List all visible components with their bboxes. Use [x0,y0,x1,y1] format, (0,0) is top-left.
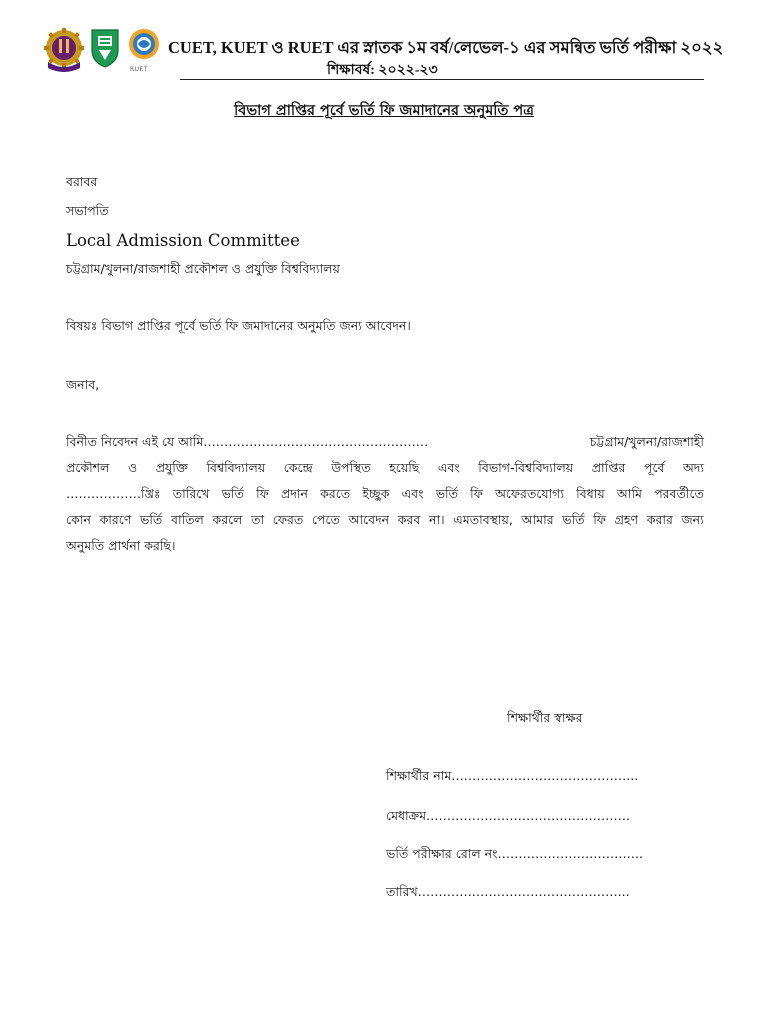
roll-number-field: ভর্তি পরীক্ষার রোল নং…………………………….. [386,846,643,861]
word: আবেদন [348,512,390,527]
kuet-logo-icon [90,28,120,68]
word: হয়েছি [389,460,420,475]
word: ভর্তি [435,486,458,501]
word: করার [646,512,673,527]
word: না। [429,512,445,527]
body-line-4 [66,507,704,533]
word: প্রাপ্তির [591,460,626,475]
word: আমি [616,486,642,501]
word: প্রদান [280,486,308,501]
ruet-logo-text: RUET [130,66,149,73]
word: ভর্তি [562,512,585,527]
to-label: বরাবর [66,174,98,189]
word: ইচ্ছুক [362,486,390,501]
recipient-institution: চট্টগ্রাম/খুলনা/রাজশাহী প্রকৌশল ও প্রযুক্তি বিশ্ববিদ্যালয় [66,261,340,276]
date-field: তারিখ…………………………………………... [386,884,630,899]
word: কেন্দ্রে [283,460,313,475]
word: তারিখে [172,486,210,501]
exam-title: CUET, KUET ও RUET এর স্নাতক ১ম বর্ষ/লেভেল-১ এর সমন্বিত ভর্তি পরীক্ষা ২০২২ [168,38,724,57]
body-paragraph [66,429,704,559]
student-name-field: শিক্ষার্থীর নাম……………………………………... [386,768,639,783]
word: ভর্তি [221,486,244,501]
word: পরবর্তীতে [654,486,704,501]
subject-line: বিষয়ঃ বিভাগ প্রাপ্তির পূর্বে ভর্তি ফি জমাদানের অনুমতি জন্য আবেদন। [66,318,411,333]
word: গ্রহণ [614,512,639,527]
word: পেতে [311,512,340,527]
document-title [0,100,768,124]
recipient-title: সভাপতি [66,203,109,218]
word: ও [127,460,138,475]
word: পূর্বে [643,460,665,475]
word: আমার [521,512,554,527]
word: করলে [212,512,243,527]
word: ফি [470,486,483,501]
word: বিভাগ-বিশ্ববিদ্যালয় [478,460,574,475]
body-line-5: অনুমতি প্রার্থনা করছি। [66,538,176,553]
header-divider [180,79,704,80]
word: উপস্থিত [331,460,371,475]
word: ফেরত [272,512,304,527]
word: বিধায় [576,486,605,501]
word: এবং [437,460,460,475]
merit-position-field: মেধাক্রম…………………………………………. [386,808,631,823]
student-signature-label: শিক্ষার্থীর স্বাক্ষর [507,710,583,725]
word: ফি [593,512,606,527]
word: প্রকৌশল [66,460,110,475]
word: অফেরতযোগ্য [495,486,564,501]
word: এমতাবস্থায়, [453,512,513,527]
body-line-1 [66,429,704,455]
word: তা [251,512,265,527]
word: প্রযুক্তি [155,460,188,475]
word: করতে [320,486,351,501]
word: ………………খ্রিঃ [66,486,161,501]
word: কারণে [99,512,132,527]
body-line-1-end: চট্টগ্রাম/খুলনা/রাজশাহী [589,434,704,449]
word: ভর্তি [140,512,163,527]
body-line-2 [66,455,704,481]
word: বিশ্ববিদ্যালয় [206,460,266,475]
word: করব [397,512,421,527]
cuet-logo-icon [44,28,84,72]
body-line-1-start: বিনীত নিবেদন এই যে আমি……………………………………………… [66,434,429,449]
word: জন্য [681,512,704,527]
salutation: জনাব, [66,377,100,392]
university-logos [44,28,164,74]
word: ফি [256,486,269,501]
academic-session: শিক্ষাবর্ষ: ২০২২-২৩ [327,63,438,78]
word: অদ্য [682,460,704,475]
word: বাতিল [170,512,204,527]
recipient-committee: Local Admission Committee [66,231,300,250]
word: এবং [401,486,424,501]
document-title-text: বিভাগ প্রাপ্তির পূর্বে ভর্তি ফি জমাদানের অনুমতি পত্র [234,103,534,119]
body-line-3 [66,481,704,507]
word: কোন [66,512,91,527]
